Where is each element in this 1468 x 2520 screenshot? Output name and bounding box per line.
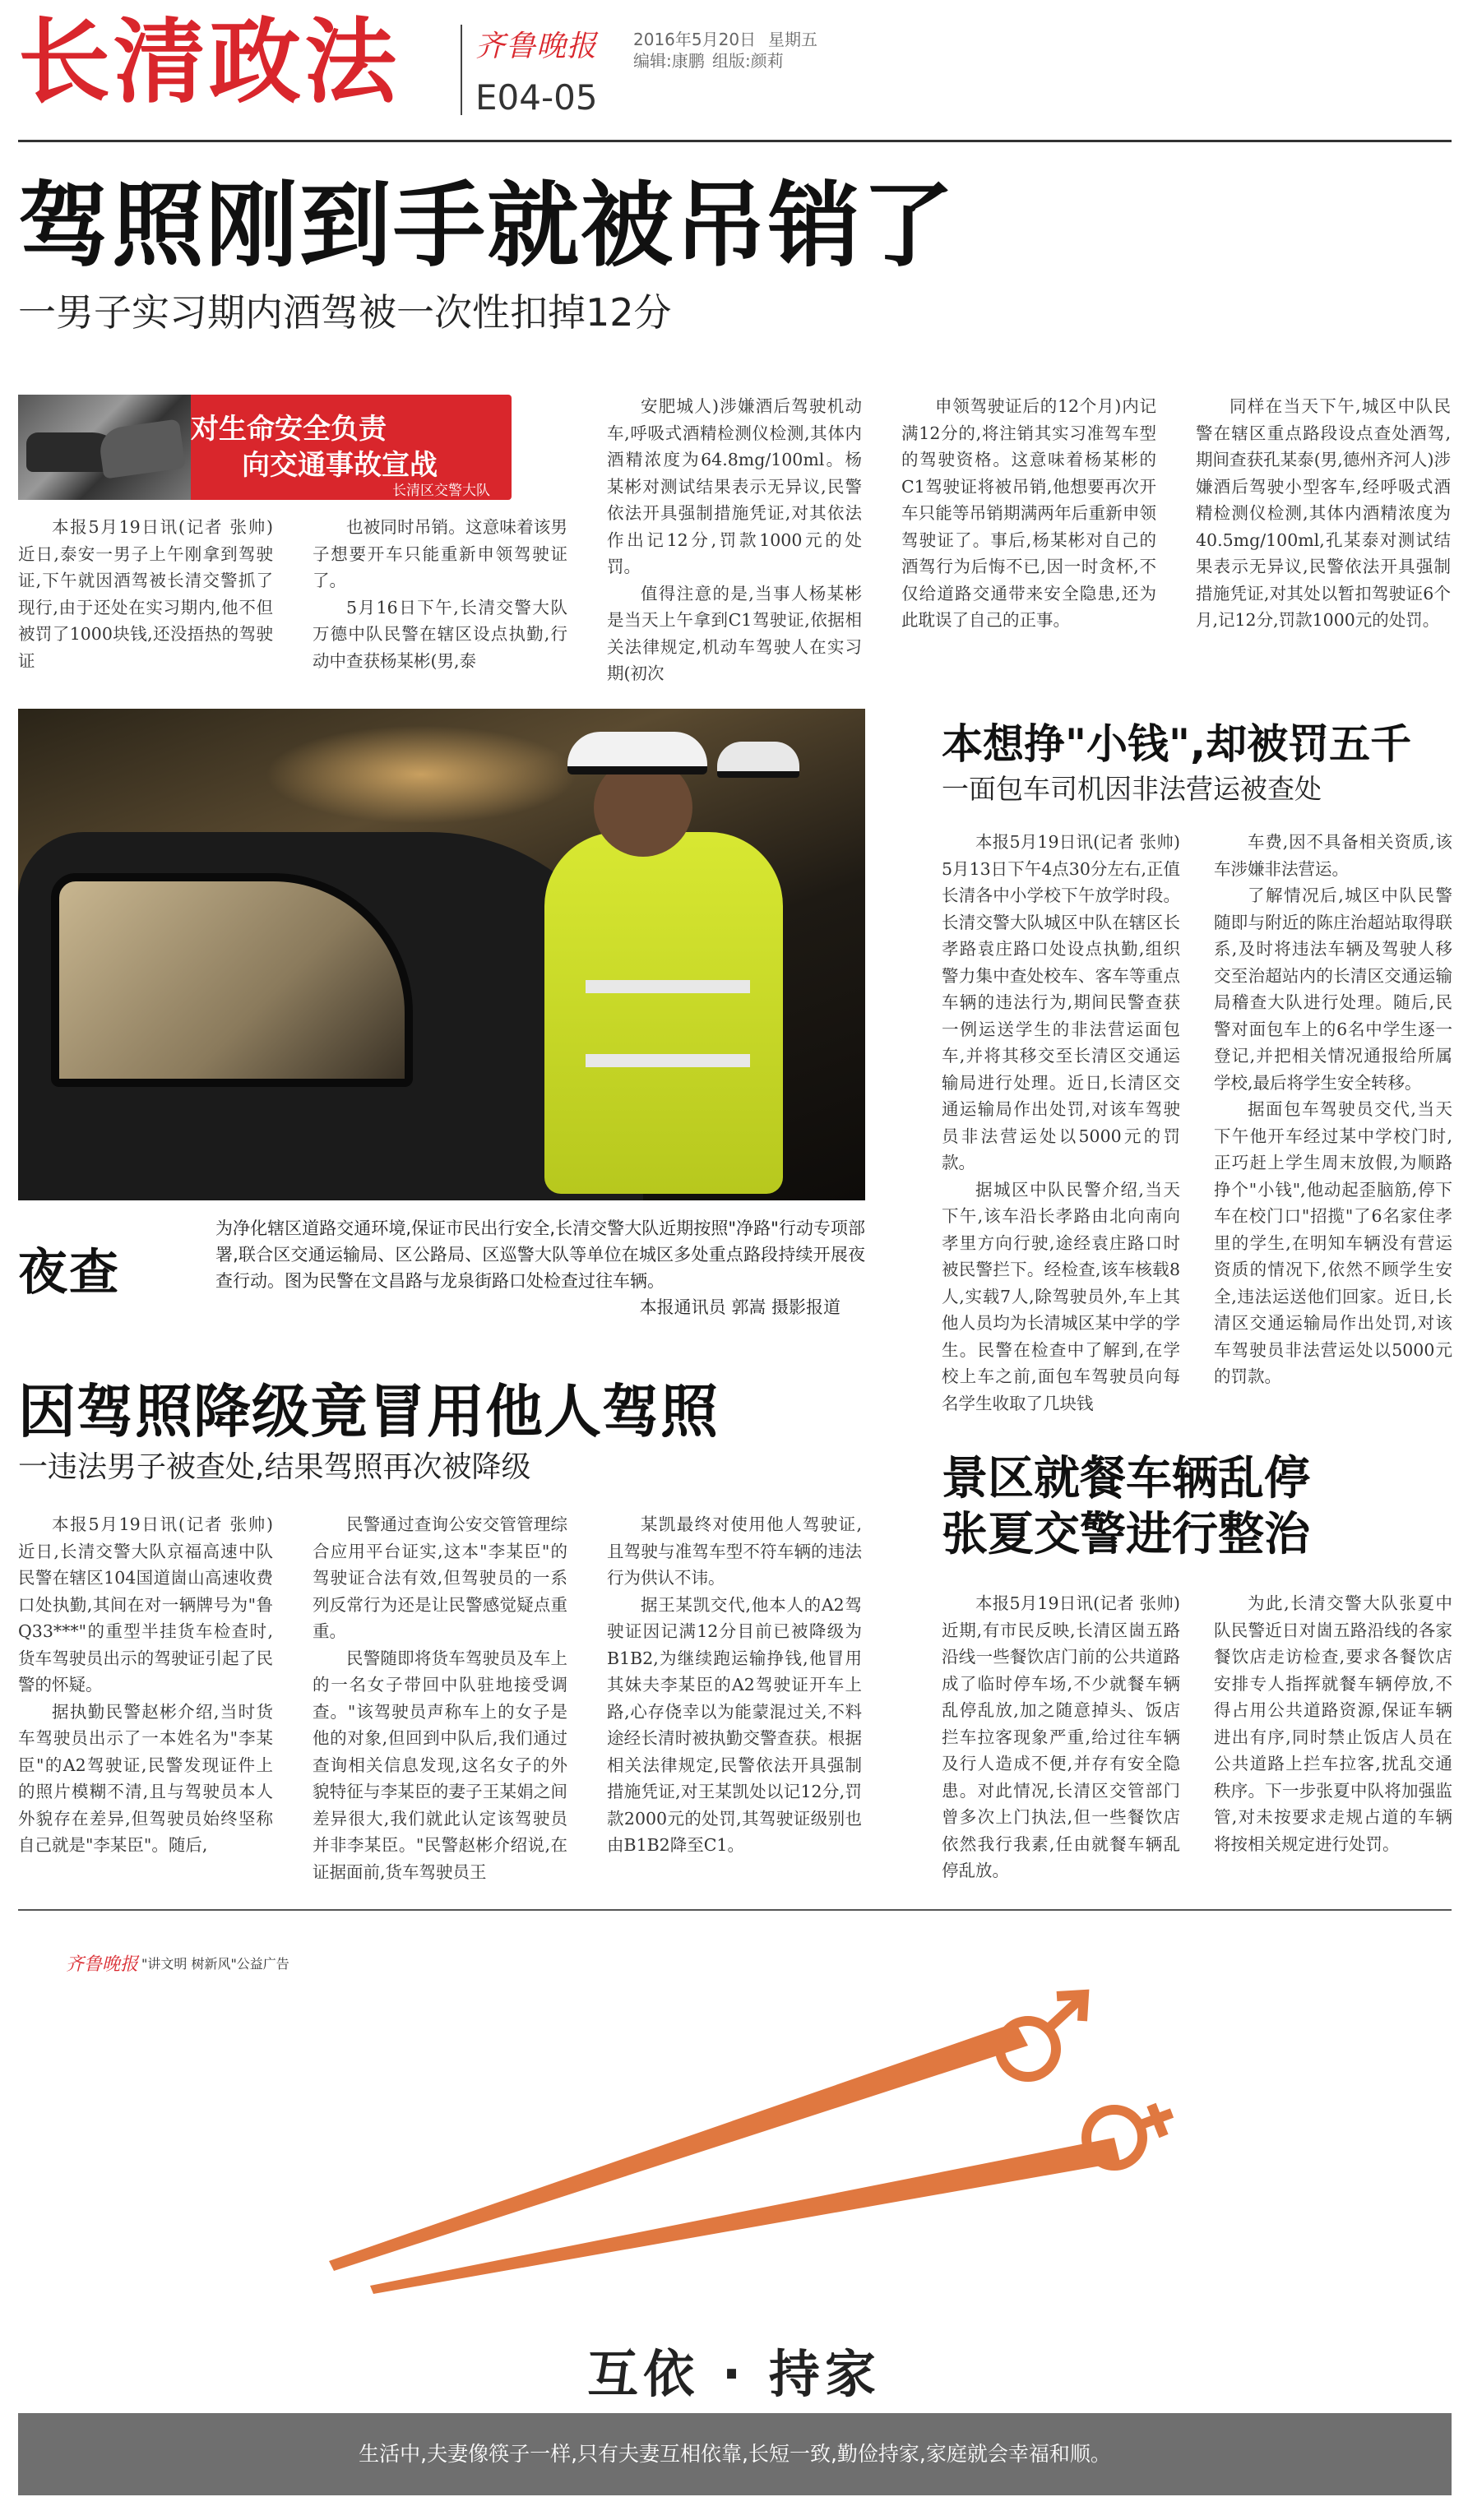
article-paragraph: 本报5月19日讯(记者 张帅) 近日,泰安一男子上午刚拿到驾驶证,下午就因酒驾被长清交警抓了现行,由于还处在实习期内,他不但被罚了1000块钱,还没捂热的驾驶证	[18, 517, 273, 671]
story2-subheadline: 一面包车司机因非法营运被查处	[942, 773, 1322, 805]
officer-cap	[567, 732, 707, 774]
story4-headline-line1: 景区就餐车辆乱停	[942, 1452, 1310, 1505]
story1-col2	[313, 514, 567, 671]
masthead-divider	[461, 25, 462, 115]
story3-col2	[313, 1511, 567, 1898]
ad-campaign: "讲文明 树新风"公益广告	[141, 1956, 289, 1972]
story4-col1	[942, 1590, 1180, 1896]
photo-caption-text: 为净化辖区道路交通环境,保证市民出行安全,长清交警大队近期按照"净路"行动专项部署,联合区交通运输局、区公路局、区巡警大队等单位在城区多处重点路段持续开展夜查行动。图为民警在文昌路与龙泉街路口处检查过往车辆。	[215, 1218, 865, 1291]
promo-banner	[18, 395, 512, 500]
article-paragraph: 本报5月19日讯(记者 张帅) 近日,长清交警大队京福高速中队民警在辖区104国道崮山高速收费口处执勤,其间在对一辆牌号为"鲁Q33***"的重型半挂货车检查时,货车驾驶员出示的驾驶证引起了民警的怀疑。	[18, 1514, 273, 1695]
editor-credit: 编辑:康鹏	[633, 51, 705, 71]
story3-col1	[18, 1511, 273, 1898]
article-paragraph: 据执勤民警赵彬介绍,当时货车驾驶员出示了一本姓名为"李某臣"的A2驾驶证,民警发现证件上的照片模糊不清,且与驾驶员本人外貌存在差异,但驾驶员始终坚称自己就是"李某臣"。随后,	[18, 1701, 273, 1855]
promo-line1: 对生命安全负责	[191, 413, 387, 446]
crash-car-image	[18, 395, 191, 500]
car-window	[51, 873, 413, 1087]
article-paragraph: 申领驾驶证后的12个月)内记满12分的,将注销其实习准驾车型的驾驶资格。这意味着杨某彬的C1驾驶证将被吊销,他想要再次开车只能等吊销期满两年后重新申领驾驶证了。事后,杨某彬对自己的酒驾行为后悔不已,因一时贪杯,不仅给道路交通带来安全隐患,还为此耽误了自己的正事。	[901, 396, 1156, 630]
issue-weekday: 星期五	[768, 30, 817, 49]
story4-headline-line2: 张夏交警进行整治	[942, 1508, 1310, 1561]
layout-credit: 组版:颜莉	[712, 51, 784, 71]
article-paragraph: 同样在当天下午,城区中队民警在辖区重点路段设点查处酒驾,期间查获孔某泰(男,德州齐河人)涉嫌酒后驾驶小型客车,经呼吸式酒精检测仪检测,其体内酒精浓度为40.5mg/100ml,孔某泰对测试结果表示无异议,民警依法开具强制措施凭证,对其处以暂扣驾驶证6个月,记12分,罚款1000元的处罚。	[1196, 396, 1451, 630]
ad-slogan: 互依 · 持家	[587, 2344, 881, 2404]
article-paragraph: 安肥城人)涉嫌酒后驾驶机动车,呼吸式酒精检测仪检测,其体内酒精浓度为64.8mg/100ml。杨某彬对测试结果表示无异议,民警依法开具强制措施凭证,对其依法作出记12分,罚款1000元的处罚。	[607, 396, 862, 576]
article-paragraph: 值得注意的是,当事人杨某彬是当天上午拿到C1驾驶证,依据相关法律规定,机动车驾驶人在实习期(初次	[607, 583, 862, 683]
article-paragraph: 5月16日下午,长清交警大队万德中队民警在辖区设点执勤,行动中查获杨某彬(男,泰	[313, 597, 567, 671]
ad-brand: 齐鲁晚报	[66, 1954, 139, 1975]
officer-jacket	[544, 832, 783, 1194]
story1-col4	[901, 393, 1156, 664]
story2-headline: 本想挣"小钱",却被罚五千	[942, 720, 1412, 768]
article-paragraph: 本报5月19日讯(记者 张帅) 5月13日下午4点30分左右,正值长清各中小学校下午放学时段。长清交警大队城区中队在辖区长孝路袁庄路口处设点执勤,组织警力集中查处校车、客车等重点车辆的违法行为,期间民警查获一例运送学生的非法营运面包车,并将其移交至长清区交通运输局进行处理。近日,长清区交通运输局作出处罚,对该车驾驶员非法营运处以5000元的罚款。	[942, 832, 1180, 1172]
story3-headline: 因驾照降级竟冒用他人驾照	[18, 1378, 719, 1445]
article-paragraph: 据城区中队民警介绍,当天下午,该车沿长孝路由北向南向孝里方向行驶,途经袁庄路口时被民警拦下。经检查,该车核载8人,实载7人,除驾驶员外,车上其他人员均为长清城区某中学的学生。民警在检查中了解到,在学校上车之前,面包车驾驶员向每名学生收取了几块钱	[942, 1179, 1180, 1413]
story1-col5	[1196, 393, 1451, 664]
photo-credit: 本报通讯员 郭嵩 摄影报道	[639, 1297, 841, 1317]
story4-col2	[1214, 1590, 1452, 1896]
article-paragraph: 民警随即将货车驾驶员及车上的一名女子带回中队驻地接受调查。"该驾驶员声称车上的女子是他的对象,但回到中队后,我们通过查询相关信息发现,这名女子的外貌特征与李某臣的妻子王某娟之间差异很大,我们就此认定该驾驶员并非李某臣。"民警赵彬介绍说,在证据面前,货车驾驶员王	[313, 1648, 567, 1882]
story3-subheadline: 一违法男子被查处,结果驾照再次被降级	[18, 1450, 531, 1484]
paper-logo: 齐鲁晚报	[475, 30, 598, 63]
page-number: E04-05	[475, 77, 598, 118]
section-title: 长清政法	[18, 9, 400, 116]
article-paragraph: 民警通过查询公安交管管理综合应用平台证实,这本"李某臣"的驾驶证合法有效,但驾驶员的一系列反常行为还是让民警感觉疑点重重。	[313, 1514, 567, 1641]
story1-col3	[607, 393, 862, 683]
ad-divider	[18, 1909, 1452, 1911]
story1-headline: 驾照刚到手就被吊销了	[18, 173, 956, 280]
female-symbol-icon	[1086, 2105, 1172, 2166]
story3-col3	[607, 1511, 862, 1898]
story2-col2	[1214, 829, 1452, 1421]
story2-col1	[942, 829, 1180, 1421]
article-paragraph: 本报5月19日讯(记者 张帅) 近期,有市民反映,长清区崮五路沿线一些餐饮店门前的公共道路成了临时停车场,不少就餐车辆乱停乱放,加之随意掉头、饭店拦车拉客现象严重,给过往车辆及行人造成不便,并存有安全隐患。对此情况,长清区交管部门曾多次上门执法,但一些餐饮店依然我行我素,任由就餐车辆乱停乱放。	[942, 1593, 1180, 1880]
story1-col1	[18, 514, 273, 671]
article-paragraph: 据王某凯交代,他本人的A2驾驶证因记满12分目前已被降级为B1B2,为继续跑运输挣钱,他冒用其妹夫李某臣的A2驾驶证开车上路,心存侥幸以为能蒙混过关,不料途经长清时被执勤交警查获。根据相关法律规定,民警依法开具强制措施凭证,对王某凯处以记12分,罚款2000元的处罚,其驾驶证级别也由B1B2降至C1。	[607, 1594, 862, 1855]
story1-subheadline: 一男子实习期内酒驾被一次性扣掉12分	[18, 290, 672, 335]
article-paragraph: 为此,长清交警大队张夏中队民警近日对崮五路沿线的各家餐饮店走访检查,要求各餐饮店安排专人指挥就餐车辆停放,不得占用公共道路资源,保证车辆进出有序,同时禁止饭店人员在公共道路上拦车拉客,扰乱交通秩序。下一步张夏中队将加强监管,对未按要求走规占道的车辆将按相关规定进行处罚。	[1214, 1593, 1452, 1854]
promo-line2: 向交通事故宣战	[242, 449, 438, 482]
night-check-photo	[18, 709, 865, 1200]
masthead-rule	[18, 140, 1452, 142]
ad-tagline: 生活中,夫妻像筷子一样,只有夫妻互相依靠,长短一致,勤俭持家,家庭就会幸福和顺。	[359, 2442, 1111, 2466]
ad-tagline-bar	[18, 2413, 1452, 2495]
article-paragraph: 据面包车驾驶员交代,当天下午他开车经过某中学校门时,正巧赶上学生周末放假,为顺路挣个"小钱",他动起歪脑筋,停下车在校门口"招揽"了6名家住孝里的学生,在明知车辆没有营运资质的情况下,依然不顾学生安全,违法运送他们回家。近日,长清区交通运输局作出处罚,对该车驾驶员非法营运处以5000元的罚款。	[1214, 1099, 1452, 1386]
article-paragraph: 也被同时吊销。这意味着该男子想要开车只能重新申领驾驶证了。	[313, 517, 567, 590]
photo-title: 夜查	[18, 1244, 120, 1302]
chopsticks-illustration	[296, 1981, 1184, 2310]
article-paragraph: 了解情况后,城区中队民警随即与附近的陈庄治超站取得联系,及时将违法车辆及驾驶人移交至治超站内的长清区交通运输局稽查大队进行处理。随后,民警对面包车上的6名中学生逐一登记,并把相关情况通报给所属学校,最后将学生安全转移。	[1214, 885, 1452, 1093]
promo-credit: 长清区交警大队	[392, 483, 490, 499]
article-paragraph: 某凯最终对使用他人驾驶证,且驾驶与准驾车型不符车辆的违法行为供认不讳。	[607, 1514, 862, 1588]
photo-caption	[215, 1215, 865, 1320]
issue-date: 2016年5月20日	[633, 30, 757, 49]
article-paragraph: 车费,因不具备相关资质,该车涉嫌非法营运。	[1214, 832, 1452, 879]
